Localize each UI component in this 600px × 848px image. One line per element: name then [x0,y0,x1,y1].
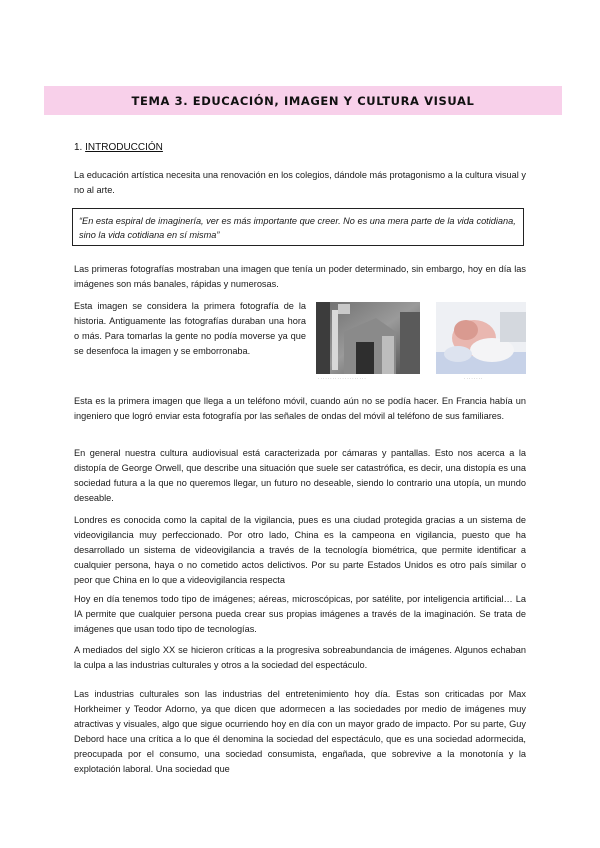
paragraph-3: Esta imagen se considera la primera fotografía de la historia. Antiguamente las fotografías duraban una hora o más. Para tomarlas la gente no podía moverse ya que se desenfoca la imagen y se emborronaba. [74,301,306,356]
paragraph-8: A mediados del siglo XX se hicieron críticas a la progresiva sobreabundancia de imágenes. Algunos echaban la culpa a las industrias culturales y otros a la sociedad del espectáculo. [74,645,526,670]
paragraph-9: Las industrias culturales son las industrias del entretenimiento hoy día. Estas son criticadas por Max Horkheimer y Teodor Adorno, ya que dicen que adormecen a las sociedades por medio de imágenes muy atractivas y visuales, algo que sigue ocurriendo hoy en día con un mayor grado de impacto. Por su parte, Guy Debord hace una crítica a lo que él denomina la sociedad del espectáculo, que es una sociedad adormecida, preocupada por el consumo, una sociedad consumista, engañada, que sobrevive a la monotonía y la explotación laboral. Una sociedad que [74,689,526,774]
first-phone-photo [436,302,526,374]
section-label: INTRODUCCIÓN [85,142,163,153]
page-title: TEMA 3. EDUCACIÓN, IMAGEN Y CULTURA VISUAL [131,93,475,108]
quote-text: “En esta espiral de imaginería, ver es más importante que creer. No es una mera parte de la vida cotidiana, sino la vida cotidiana en sí misma” [79,216,516,240]
paragraph-2: Las primeras fotografías mostraban una imagen que tenía un poder determinado, sin embargo, hoy en día las imágenes son más banales, rápidas y numerosas. [74,264,526,289]
paragraph-6: Londres es conocida como la capital de la vigilancia, pues es una ciudad protegida gracias a un sistema de videovigilancia muy perfeccionado. Por otro lado, China es la campeona en vigilancia, puesto que ha desarrollado un sistema de videovigilancia a través de la tecnología biométrica, que permite identificar a cualquier persona, haya o no cometido actos delictivos. Por su parte Estados Unidos es otro país similar o peor que China en lo que a videovigilancia respecta [74,515,526,585]
paragraph-5: En general nuestra cultura audiovisual está caracterizada por cámaras y pantallas. Esto nos acerca a la distopía de George Orwell, que describe una situación que suele ser catastrófica, es decir, una distopía es una sociedad futura a la que no queremos llegar, un futuro no deseable, siendo lo contrario una utopía, un mundo deseable. [74,448,526,503]
first-photograph-caption: · · · · · · · · · · · · · · · · · · · · [318,376,366,381]
first-photograph-image [316,302,420,374]
paragraph-7: Hoy en día tenemos todo tipo de imágenes; aéreas, microscópicas, por satélite, por inteligencia artificial… La IA permite que cualquier persona pueda crear sus propias imágenes a través de la imaginación. Se trata de imágenes que usan todo tipo de tecnologías. [74,594,526,634]
quote-box [72,208,524,246]
paragraph-4: Esta es la primera imagen que llega a un teléfono móvil, cuando aún no se podía hacer. En Francia había un ingeniero que logró enviar esta fotografía por las señales de ondas del móvil al teléfono de sus familiares. [74,396,526,421]
section-heading [74,142,163,153]
section-number: 1. [74,142,83,153]
baby-photo-image [436,302,526,374]
first-phone-photo-caption: · · · · · · · · [464,376,483,381]
first-photograph [316,302,420,374]
paragraph-1: La educación artística necesita una renovación en los colegios, dándole más protagonismo a la cultura visual y no al arte. [74,170,526,195]
title-band [44,86,562,115]
